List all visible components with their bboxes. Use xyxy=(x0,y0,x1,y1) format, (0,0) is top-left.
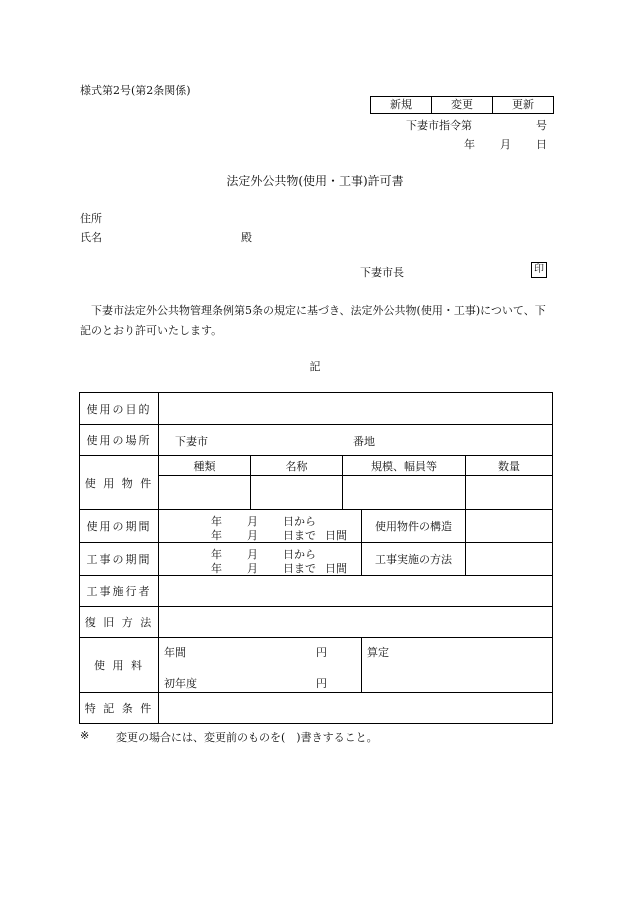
structure-value xyxy=(466,510,553,543)
fee-first-yen: 円 xyxy=(316,677,327,690)
use-until-month: 月 xyxy=(247,529,258,542)
application-type-box xyxy=(370,96,554,114)
items-name-value xyxy=(251,476,343,510)
work-from-month: 月 xyxy=(247,548,258,561)
use-period-value xyxy=(159,510,362,543)
fee-first-label: 初年度 xyxy=(164,677,197,690)
type-change: 変更 xyxy=(431,97,492,113)
items-qty-value xyxy=(466,476,553,510)
work-method-label: 工事実施の方法 xyxy=(362,543,466,576)
fee-annual-label: 年間 xyxy=(164,646,186,659)
items-size-value xyxy=(343,476,466,510)
fee-calc-cell xyxy=(362,638,553,693)
use-until-year: 年 xyxy=(211,529,222,542)
fee-value xyxy=(159,638,362,693)
work-period-value xyxy=(159,543,362,576)
items-header-size: 規模、幅員等 xyxy=(343,456,466,476)
fee-annual-yen: 円 xyxy=(316,646,327,659)
footnote-mark: ※ xyxy=(80,729,90,742)
work-until-month: 月 xyxy=(247,562,258,575)
work-until-year: 年 xyxy=(211,562,222,575)
work-from-year: 年 xyxy=(211,548,222,561)
place-label: 使用の場所 xyxy=(80,425,159,456)
purpose-label: 使用の目的 xyxy=(80,393,159,425)
address-label: 住所 xyxy=(80,212,102,225)
directive-go: 号 xyxy=(536,119,547,132)
name-label: 氏名 xyxy=(80,231,102,244)
items-label: 使 用 物 件 xyxy=(80,456,159,510)
use-period-label: 使用の期間 xyxy=(80,510,159,543)
structure-label: 使用物件の構造 xyxy=(362,510,466,543)
use-days: 日間 xyxy=(325,529,347,542)
use-until-day: 日まで xyxy=(283,529,316,542)
date-day: 日 xyxy=(536,138,547,151)
items-header-name: 名称 xyxy=(251,456,343,476)
special-value xyxy=(159,693,553,724)
fee-label: 使 用 料 xyxy=(80,638,159,693)
place-banchi: 番地 xyxy=(353,435,375,448)
use-from-month: 月 xyxy=(247,515,258,528)
body-text: 下妻市法定外公共物管理条例第5条の規定に基づき、法定外公共物(使用・工事)について、下記のとおり許可いたします。 xyxy=(80,304,546,337)
permit-table xyxy=(79,392,553,724)
restore-value xyxy=(159,607,553,638)
items-header-qty: 数量 xyxy=(466,456,553,476)
place-city: 下妻市 xyxy=(175,435,208,448)
place-value xyxy=(159,425,553,456)
work-method-value xyxy=(466,543,553,576)
ki-heading: 記 xyxy=(309,360,321,373)
work-until-day: 日まで xyxy=(283,562,316,575)
items-header-type: 種類 xyxy=(159,456,251,476)
date-month: 月 xyxy=(500,138,511,151)
work-period-label: 工事の期間 xyxy=(80,543,159,576)
document-title: 法定外公共物(使用・工事)許可書 xyxy=(226,174,404,188)
footnote: 変更の場合には、変更前のものを( )書きすること。 xyxy=(116,731,378,744)
work-from-day: 日から xyxy=(283,548,316,561)
purpose-value xyxy=(159,393,553,425)
contractor-value xyxy=(159,576,553,607)
issuer-name: 下妻市長 xyxy=(360,266,404,279)
date-year: 年 xyxy=(464,138,475,151)
use-from-year: 年 xyxy=(211,515,222,528)
fee-calc-label: 算定 xyxy=(367,646,389,659)
type-new: 新規 xyxy=(390,98,412,111)
seal-mark: 印 xyxy=(531,262,547,278)
restore-label: 復 旧 方 法 xyxy=(80,607,159,638)
items-type-value xyxy=(159,476,251,510)
form-number: 様式第2号(第2条関係) xyxy=(80,84,191,97)
honorific: 殿 xyxy=(241,231,252,244)
work-days: 日間 xyxy=(325,562,347,575)
use-from-day: 日から xyxy=(283,515,316,528)
directive-label: 下妻市指令第 xyxy=(406,119,472,132)
special-label: 特 記 条 件 xyxy=(80,693,159,724)
type-renew: 更新 xyxy=(492,97,553,113)
contractor-label: 工事施行者 xyxy=(80,576,159,607)
